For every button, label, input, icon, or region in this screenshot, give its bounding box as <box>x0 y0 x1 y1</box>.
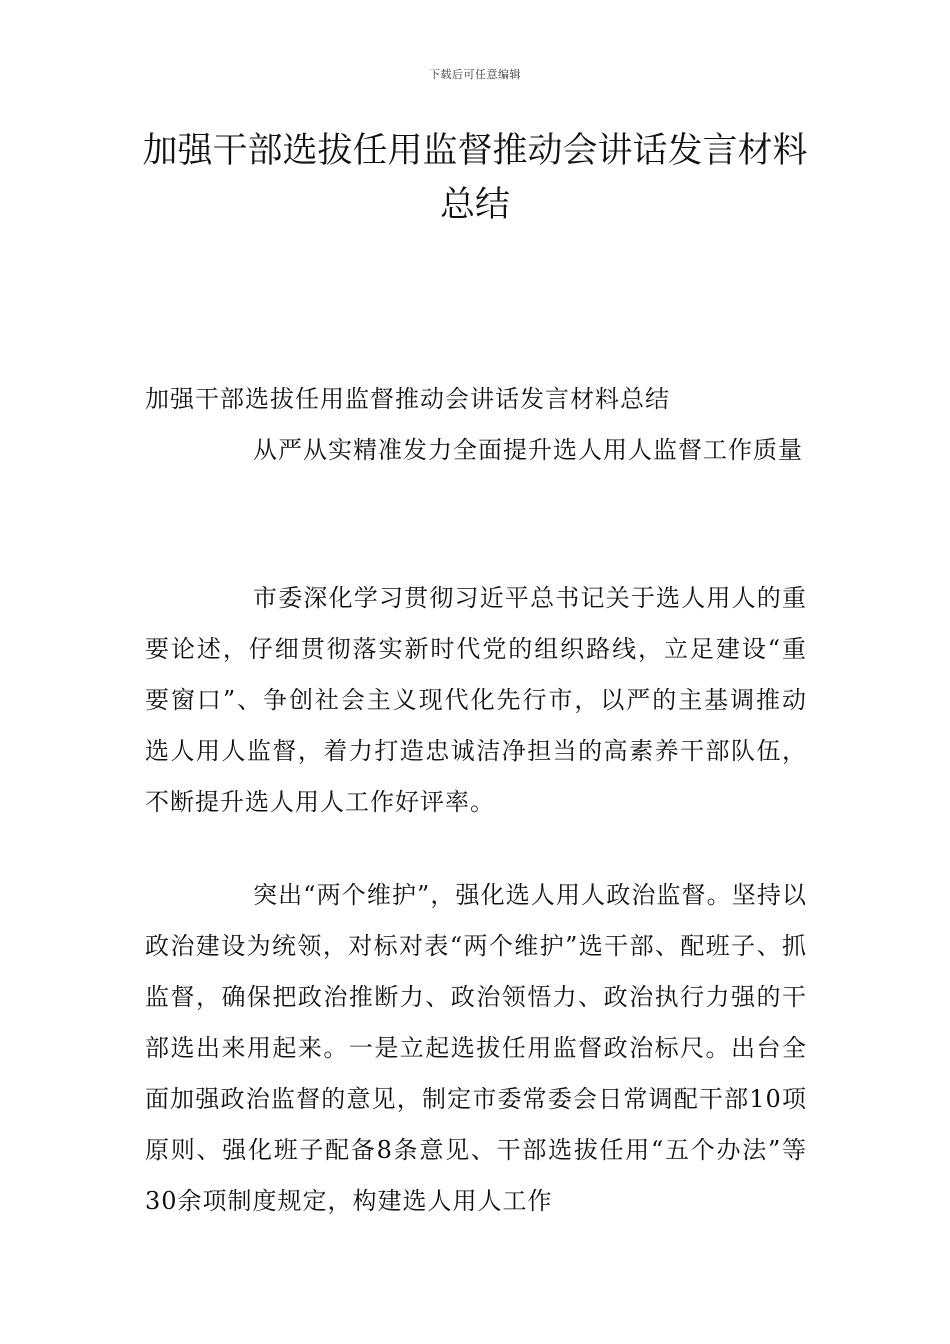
section-heading: 从严从实精准发力全面提升选人用人监督工作质量 <box>253 436 803 464</box>
paragraph-1: 市委深化学习贯彻习近平总书记关于选人用人的重要论述，仔细贯彻落实新时代党的组织路线，立足建设“重要窗口”、争创社会主义现代化先行市，以严的主基调推动选人用人监督，着力打造忠诚洁净担当的高素养干部队伍，不断提升选人用人工作好评率。 <box>145 584 807 816</box>
subtitle-line: 加强干部选拔任用监督推动会讲话发言材料总结 <box>145 385 670 413</box>
paragraph-2: 突出“两个维护”，强化选人用人政治监督。坚持以政治建设为统领，对标对表“两个维护”选干部、配班子、抓监督，确保把政治推断力、政治领悟力、政治执行力强的干部选出来用起来。一是立起选拔任用监督政治标尺。出台全面加强政治监督的意见，制定市委常委会日常调配干部10项原则、强化班子配备8条意见、干部选拔任用“五个办法”等30余项制度规定，构建选人用人工作 <box>145 881 807 1215</box>
header-note: 下载后可任意编辑 <box>429 68 521 81</box>
document-title: 加强干部选拔任用监督推动会讲话发言材料总结 <box>142 131 808 225</box>
